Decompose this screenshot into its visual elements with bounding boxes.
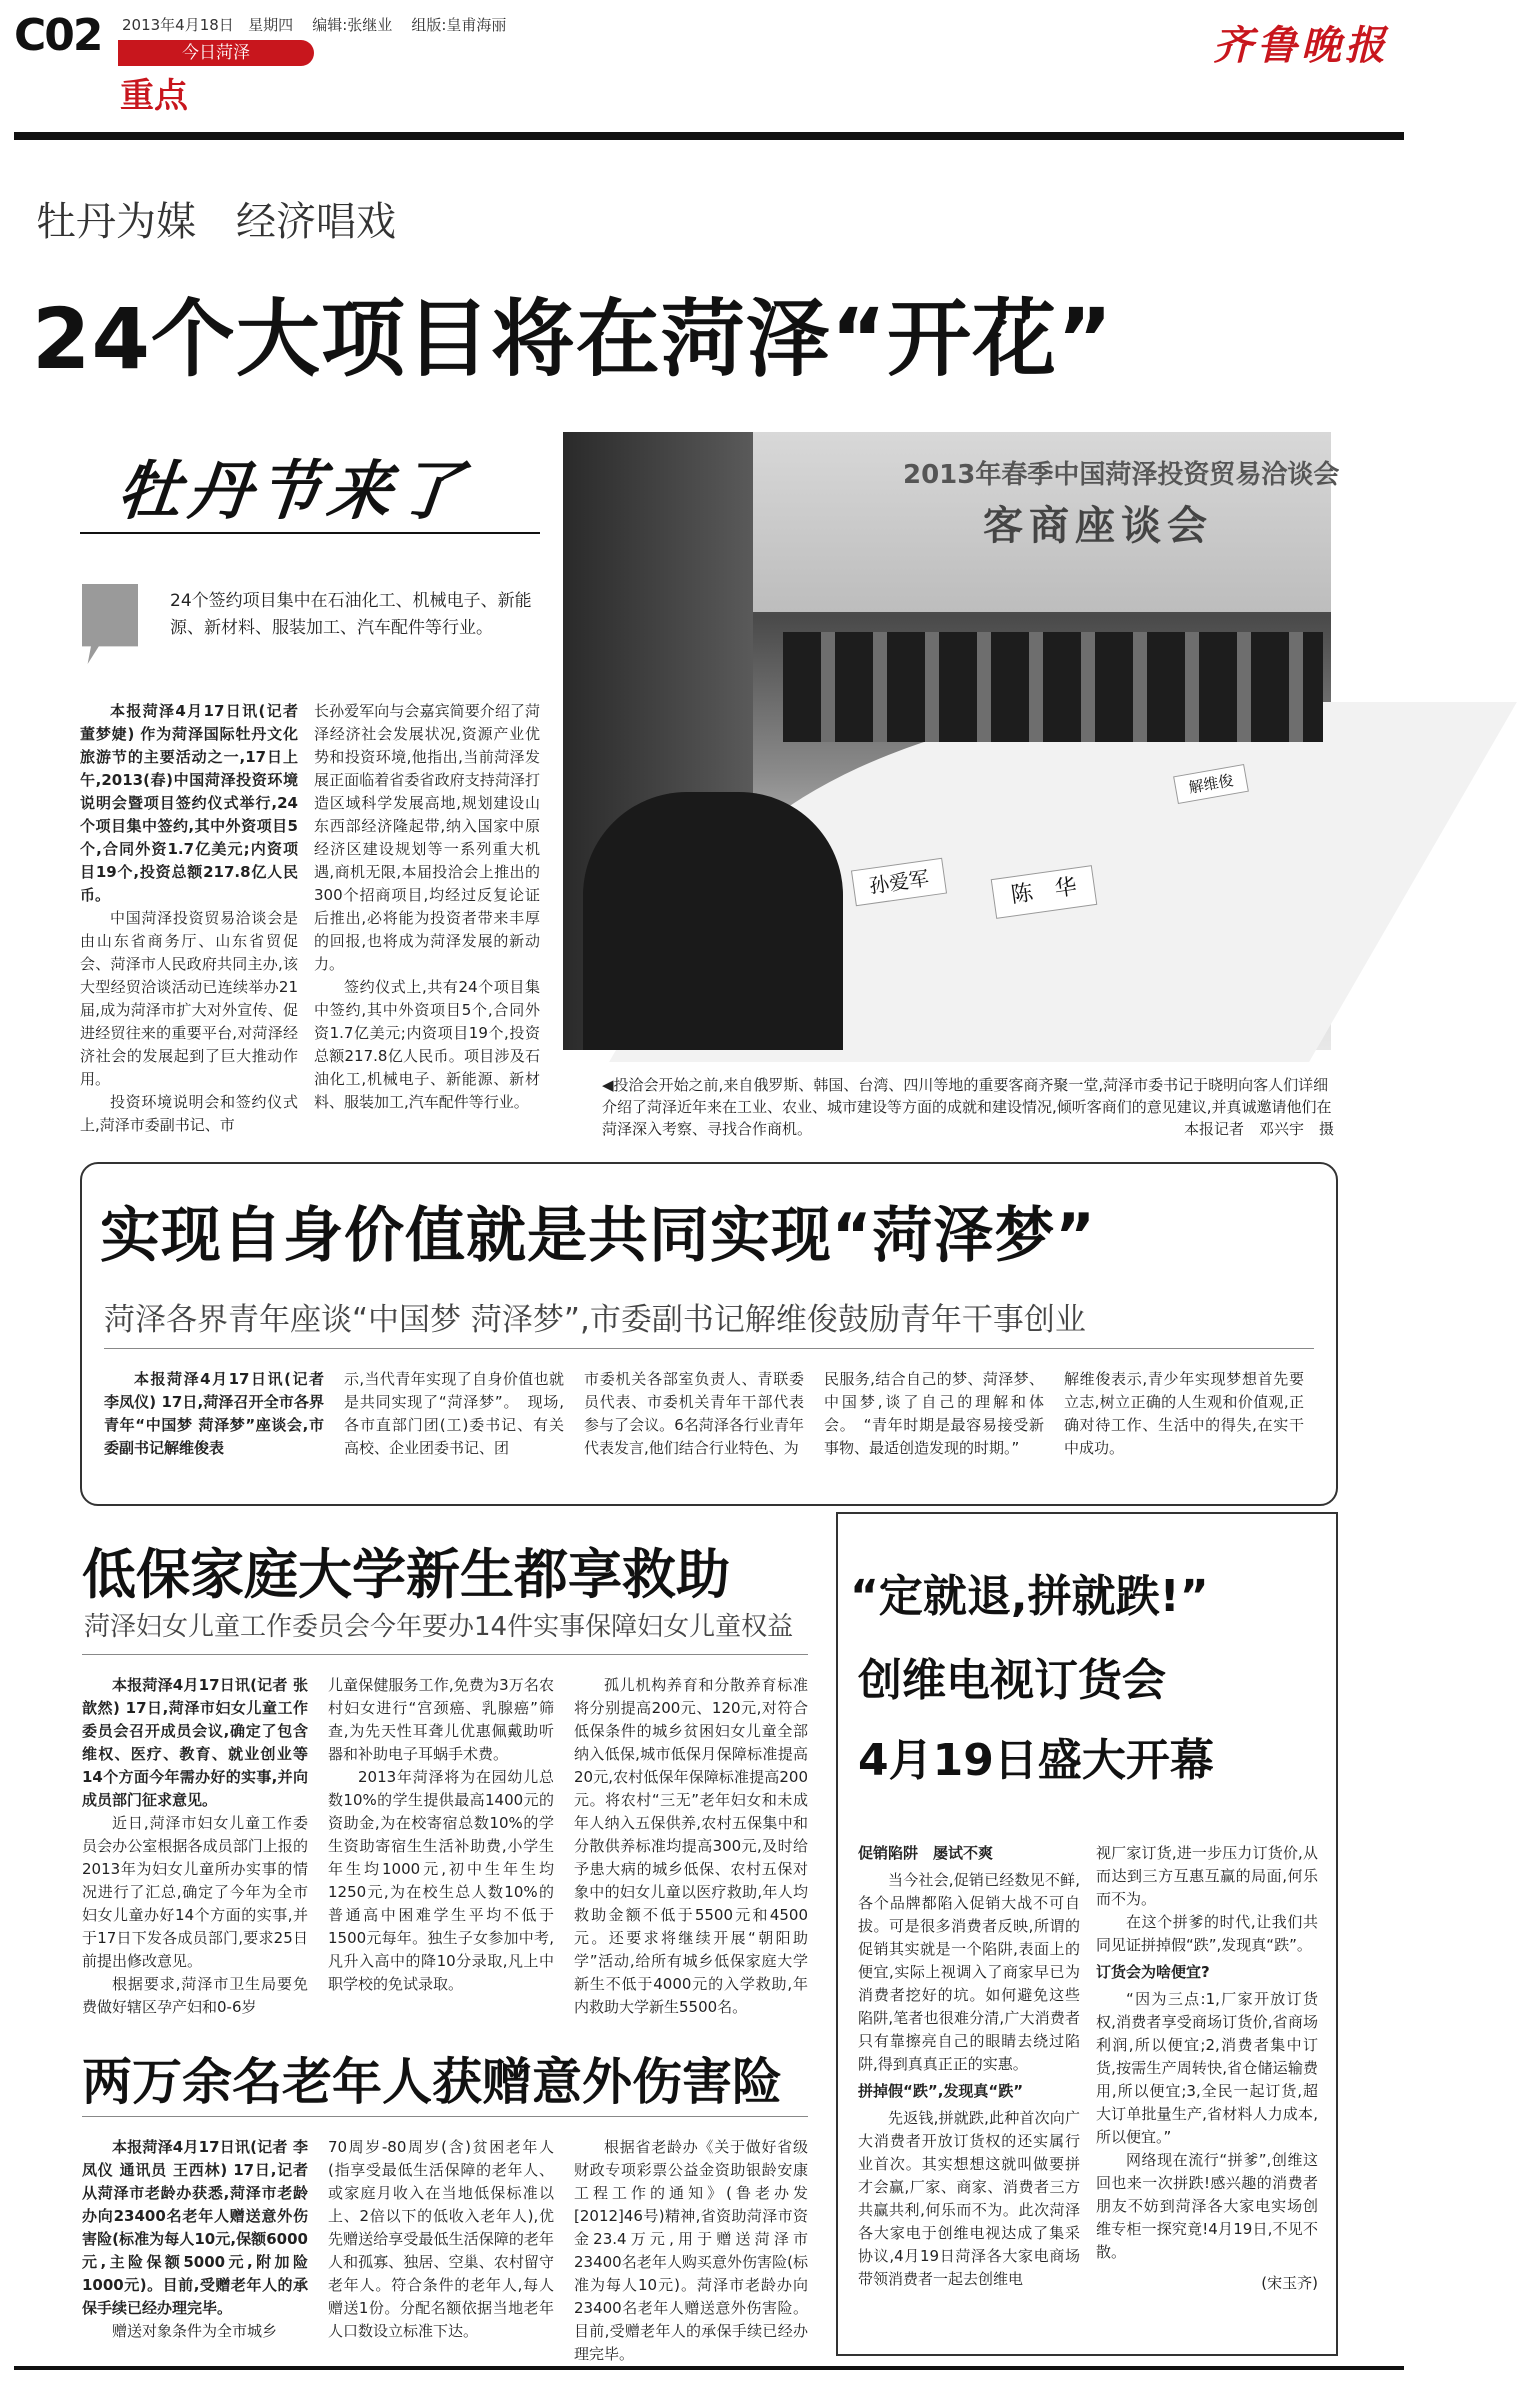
header-layout: 组版:皇甫海丽	[411, 16, 507, 34]
story2-subhead: 菏泽各界青年座谈“中国梦 菏泽梦”,市委副书记解维俊鼓励青年干事创业	[104, 1302, 1086, 1338]
story5-subhead: 订货会为啥便宜?	[1096, 1963, 1210, 1981]
footer-rule	[14, 2366, 1404, 2370]
story1-kicker: 牡丹为媒 经济唱戏	[36, 199, 396, 245]
story2-column-3	[584, 1368, 804, 1484]
story3-column-3	[574, 1674, 808, 2016]
story2-para: 示,当代青年实现了自身价值也就是共同实现了“菏泽梦”。 现场,各市直部门团(工)委书记、有关高校、企业团委书记、团	[344, 1370, 564, 1457]
paper-name-logo: 齐鲁晚报	[1213, 22, 1389, 69]
caption-arrow-icon: ◀	[602, 1076, 614, 1094]
story1-headline: 24个大项目将在菏泽“开花”	[32, 290, 1114, 388]
story3-headline: 低保家庭大学新生都享救助	[82, 1543, 730, 1606]
story4-column-2	[328, 2136, 554, 2352]
story5-column-2	[1096, 1842, 1318, 2336]
story4-headline: 两万余名老年人获赠意外伤害险	[82, 2053, 782, 2111]
story2-para: 本报菏泽4月17日讯(记者 李凤仪) 17日,菏泽召开全市各界青年“中国梦 菏泽梦”座谈会,市委副书记解维俊表	[104, 1370, 324, 1457]
story3-column-1	[82, 1674, 308, 2016]
story4-para: 本报菏泽4月17日讯(记者 李凤仪 通讯员 王西林) 17日,记者从菏泽市老龄办获悉,菏泽市老龄办向23400名老年人赠送意外伤害险(标准为每人10元,保额6000元,主险保额5000元,附加险1000元)。目前,受赠老年人的承保手续已经办理完毕。	[82, 2138, 308, 2317]
story2-para: 解维俊表示,青少年实现梦想首先要立志,树立正确的人生观和价值观,正确对待工作、生活中的得失,在实干中成功。	[1064, 1370, 1304, 1457]
photo-banner-line2: 客商座谈会	[983, 503, 1213, 549]
story3-para: 根据要求,菏泽市卫生局要免费做好辖区孕产妇和0-6岁	[82, 1975, 308, 2016]
story2-para: 民服务,结合自己的梦、菏泽梦、中国梦,谈了自己的理解和体会。 “青年时期是最容易接受新事物、最适创造发现的时期。”	[824, 1370, 1044, 1457]
story3-rule	[82, 1654, 808, 1655]
story3-column-2	[328, 1674, 554, 2002]
photo-people-row	[783, 632, 1323, 742]
story1-para: 中国菏泽投资贸易洽谈会是由山东省商务厅、山东省贸促会、菏泽市人民政府共同主办,该大型经贸洽谈活动已连续举办21届,成为菏泽市扩大对外宣传、促进经贸往来的重要平台,对菏泽经济社会的发展起到了巨大推动作用。	[80, 909, 298, 1088]
photo-caption	[602, 1074, 1334, 1140]
story1-para: 签约仪式上,共有24个项目集中签约,其中外资项目5个,合同外资1.7亿美元;内资项目19个,投资总额217.8亿人民币。项目涉及石油化工,机械电子、新能源、新材料、服装加工,汽车配件等行业。	[314, 978, 540, 1111]
story4-rule	[82, 2116, 808, 2117]
story5-para: 网络现在流行“拼爹”,创维这回也来一次拼跌!感兴趣的消费者朋友不妨到菏泽各大家电实场创维专柜一探究竟!4月19日,不见不散。	[1096, 2151, 1318, 2261]
story1-summary: 24个签约项目集中在石油化工、机械电子、新能源、新材料、服装加工、汽车配件等行业。	[170, 591, 532, 638]
story4-para: 70周岁-80周岁(含)贫困老年人(指享受最低生活保障的老年人、或家庭月收入在当地低保标准以上、2倍以下的低收入老年人),优先赠送给享受最低生活保障的老年人和孤寡、独居、空巢、农村留守老年人。符合条件的老年人,每人赠送1份。分配名额依据当地老年人口数设立标准下达。	[328, 2138, 554, 2340]
story5-column-1	[858, 1842, 1080, 2336]
story3-para: 本报菏泽4月17日讯(记者 张歆然) 17日,菏泽市妇女儿童工作委员会召开成员会议,确定了包含维权、医疗、教育、就业创业等14个方面今年需办好的实事,并向成员部门征求意见。	[82, 1676, 308, 1809]
nameplate: 解维俊	[1173, 764, 1249, 804]
story4-column-1	[82, 2136, 308, 2352]
story1-para: 本报菏泽4月17日讯(记者 董梦婕) 作为菏泽国际牡丹文化旅游节的主要活动之一,17日上午,2013(春)中国菏泽投资环境说明会暨项目签约仪式举行,24个项目集中签约,其中外资项目5个,合同外资1.7亿美元;内资项目19个,投资总额217.8亿人民币。	[80, 702, 298, 904]
story5-para: “因为三点:1,厂家开放订货权,消费者享受商场订货价,省商场利润,所以便宜;2,消费者集中订货,按需生产周转快,省仓储运输费用,所以便宜;3,全民一起订货,超大订单批量生产,省材料人力成本,所以便宜。”	[1096, 1990, 1318, 2146]
story3-subhead: 菏泽妇女儿童工作委员会今年要办14件实事保障妇女儿童权益	[84, 1612, 794, 1642]
story3-para: 孤儿机构养育和分散养育标准将分别提高200元、120元,对符合低保条件的城乡贫困妇女儿童全部纳入低保,城市低保月保障标准提高20元,农村低保年保障标准提高200元。将农村“三无”老年妇女和未成年人纳入五保供养,农村五保集中和分散供养标准均提高300元,及时给予患大病的城乡低保、农村五保对象中的妇女儿童以医疗救助,年人均救助金额不低于5500元和4500元。还要求将继续开展“朝阳助学”活动,给所有城乡低保家庭大学新生不低于4000元的入学救助,年内救助大学新生5500名。	[574, 1676, 808, 2016]
photo-credit: 本报记者 邓兴宇 摄	[1183, 1120, 1334, 1138]
header-rule	[14, 132, 1404, 140]
photo-banner-line1: 2013年春季中国菏泽投资贸易洽谈会	[903, 460, 1340, 490]
story3-para: 2013年菏泽将为在园幼儿总数10%的学生提供最高1400元的资助金,为在校寄宿总数10%的学生资助寄宿生生活补助费,小学生年生均1000元,初中生年生均1250元,为在校生总人数10%的普通高中困难学生平均不低于1500元每年。独生子女参加中考,凡升入高中的降10分录取,凡上中职学校的免试录取。	[328, 1768, 554, 1993]
section-tab: 今日菏泽	[118, 40, 314, 66]
story5-headline-2: 创维电视订货会	[858, 1655, 1166, 1706]
story3-para: 近日,菏泽市妇女儿童工作委员会办公室根据各成员部门上报的2013年为妇女儿童所办实事的情况进行了汇总,确定了今年为全市妇女儿童办好14个方面的实事,并于17日下发各成员部门,要求25日前提出修改意见。	[82, 1814, 308, 1970]
story5-subhead: 促销陷阱 屡试不爽	[858, 1844, 994, 1862]
story1-para: 投资环境说明会和签约仪式上,菏泽市委副书记、市	[80, 1093, 298, 1134]
story5-para: 视厂家订货,进一步压力订货价,从而达到三方互惠互赢的局面,何乐而不为。	[1096, 1844, 1318, 1908]
story2-column-4	[824, 1368, 1044, 1484]
story1-column-1	[80, 700, 298, 1144]
caption-text: 投洽会开始之前,来自俄罗斯、韩国、台湾、四川等地的重要客商齐聚一堂,菏泽市委书记于晓明向客人们详细介绍了菏泽近年来在工业、农业、城市建设等方面的成就和建设情况,倾听客商们的意见建议,并真诚邀请他们在菏泽深入考察、寻找合作商机。	[602, 1076, 1332, 1138]
header-weekday: 星期四	[248, 16, 294, 34]
story5-para: 先返钱,拼就跌,此种首次向广大消费者开放订货权的还实属行业首次。其实想想这就叫做要拼才会赢,厂家、商家、消费者三方共赢共利,何乐而不为。此次菏泽各大家电于创维电视达成了集采协议,4月19日菏泽各大家电商场带领消费者一起去创维电	[858, 2109, 1080, 2288]
story5-headline-1: “定就退,拼就跌!”	[850, 1571, 1209, 1622]
nameplate: 陈 华	[991, 865, 1098, 919]
story4-para: 赠送对象条件为全市城乡	[112, 2322, 278, 2340]
story5-subhead: 拼掉假“跌”,发现真“跌”	[858, 2082, 1024, 2100]
story5-headline-3: 4月19日盛大开幕	[858, 1735, 1214, 1786]
section-title: 重点	[120, 76, 188, 116]
story5-para: 当今社会,促销已经数见不鲜,各个品牌都陷入促销大战不可自拔。可是很多消费者反映,所谓的促销其实就是一个陷阱,表面上的便宜,实际上视调入了商家早已为消费者挖好的坑。如何避免这些陷阱,笔者也很难分清,广大消费者只有靠擦亮自己的眼睛去绕过陷阱,得到真真正正的实惠。	[858, 1871, 1080, 2073]
story2-column-2	[344, 1368, 564, 1484]
header-date-line	[122, 14, 506, 35]
story1-column-2	[314, 700, 540, 1144]
page-code: C02	[14, 10, 102, 61]
story4-column-3	[574, 2136, 808, 2363]
header-date: 2013年4月18日	[122, 16, 234, 34]
series-logo: 牡丹节来了	[113, 454, 472, 529]
story4-para: 根据省老龄办《关于做好省级财政专项彩票公益金资助银龄安康工程工作的通知》(鲁老办发[2012]46号)精神,省资助菏泽市资金23.4万元,用于赠送菏泽市23400名老年人购买意外伤害险(标准为每人10元)。菏泽市老龄办向23400名老年人赠送意外伤害险。目前,受赠老年人的承保手续已经办理完毕。	[574, 2138, 808, 2363]
story3-para: 儿童保健服务工作,免费为3万名农村妇女进行“宫颈癌、乳腺癌”筛查,为先天性耳聋儿优惠佩戴助听器和补助电子耳蜗手术费。	[328, 1676, 554, 1763]
summary-quote-icon	[82, 584, 138, 664]
story2-column-1	[104, 1368, 324, 1484]
nameplate: 孙爱军	[851, 858, 947, 906]
story1-para: 长孙爱军向与会嘉宾简要介绍了菏泽经济社会发展状况,资源产业优势和投资环境,他指出,当前菏泽发展正面临着省委省政府支持菏泽打造区域科学发展高地,规划建设山东西部经济隆起带,纳入国家中原经济区建设规划等一系列重大机遇,商机无限,本届投洽会上推出的300个招商项目,均经过反复论证后推出,必将能为投资者带来丰厚的回报,也将成为菏泽发展的新动力。	[314, 702, 540, 973]
photo-people-foreground	[583, 792, 843, 1050]
story2-headline: 实现自身价值就是共同实现“菏泽梦”	[100, 1201, 1096, 1271]
meeting-photo	[563, 432, 1340, 1050]
story2-column-5	[1064, 1368, 1304, 1484]
story5-credit: (宋玉齐)	[1261, 2274, 1318, 2292]
story2-rule	[104, 1348, 1314, 1349]
story2-para: 市委机关各部室负责人、青联委员代表、市委机关青年干部代表参与了会议。6名菏泽各行业青年代表发言,他们结合行业特色、为	[584, 1370, 804, 1457]
story5-para: 在这个拼爹的时代,让我们共同见证拼掉假“跌”,发现真“跌”。	[1096, 1913, 1318, 1954]
series-logo-rule	[80, 532, 540, 534]
header-editor: 编辑:张继业	[312, 16, 393, 34]
